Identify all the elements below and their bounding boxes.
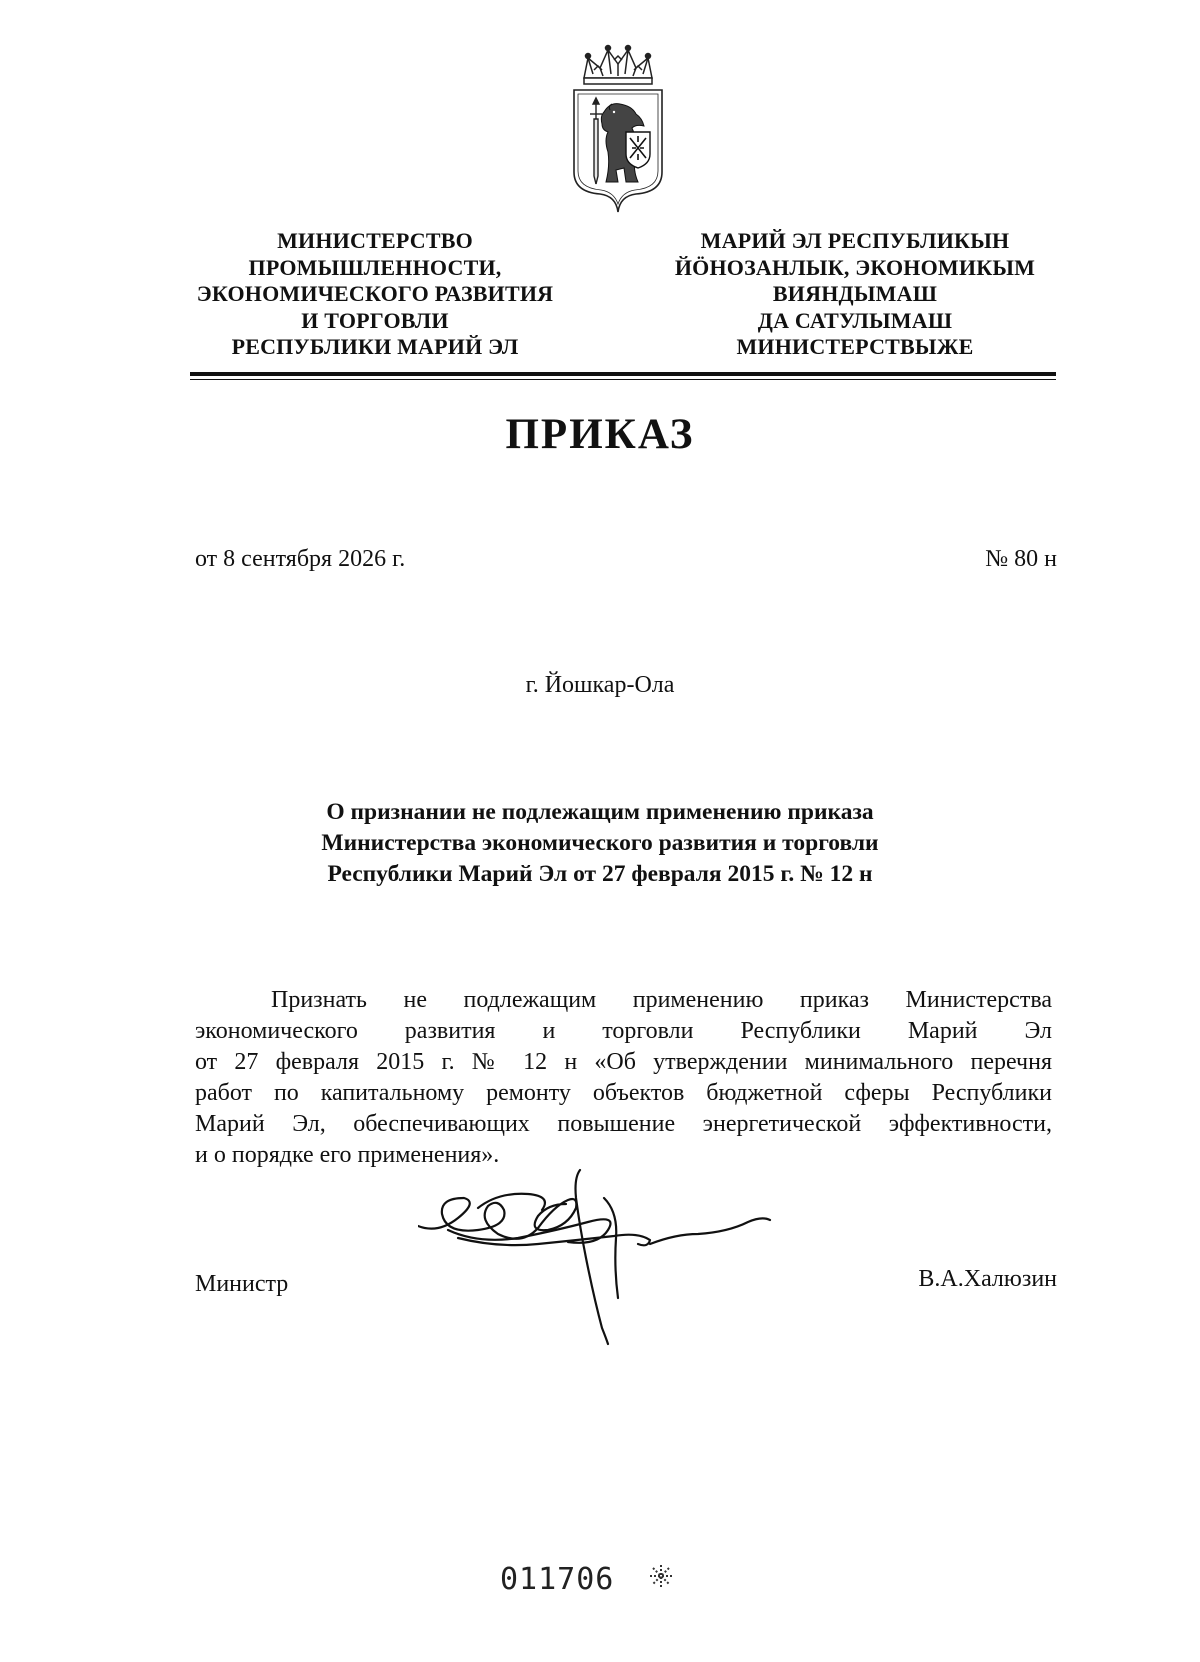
order-subject	[150, 797, 1050, 890]
header-divider-thick	[190, 372, 1056, 376]
subject-line: Республики Марий Эл от 27 февраля 2015 г. № 12 н	[327, 861, 873, 887]
body-line: Признать не подлежащим применению приказ Министерства	[271, 987, 1052, 1013]
ministry-name-line: ДА САТУЛЫМАШ	[757, 307, 953, 333]
ministry-name-line: МИНИСТЕРСТВО	[277, 228, 473, 253]
body-line: работ по капитальному ремонту объектов бюджетной сферы Республики	[195, 1080, 1052, 1106]
handwritten-signature	[418, 1168, 800, 1346]
body-line: экономического развития и торговли Республики Марий Эл	[195, 1018, 1052, 1044]
ministry-name-line: И ТОРГОВЛИ	[301, 307, 449, 333]
document-title: ПРИКАЗ	[505, 411, 695, 458]
coat-of-arms-icon	[566, 44, 670, 216]
ministry-name-line: МИНИСТЕРСТВЫЖЕ	[736, 334, 974, 359]
subject-line: Министерства экономического развития и торговли	[321, 830, 879, 856]
order-body	[195, 985, 1052, 1171]
order-date: от 8 сентября 2026 г.	[195, 546, 406, 572]
asterisk-stamp-icon	[648, 1563, 674, 1589]
document-serial-number: 011706	[500, 1562, 615, 1597]
order-number: № 80 н	[985, 546, 1057, 572]
ministry-name-line: РЕСПУБЛИКИ МАРИЙ ЭЛ	[231, 334, 519, 359]
signer-position: Министр	[195, 1271, 289, 1297]
ministry-name-line: ЙӦНОЗАНЛЫК, ЭКОНОМИКЫМ	[674, 254, 1036, 280]
body-line: и о порядке его применения».	[195, 1142, 500, 1168]
ministry-name-line: ПРОМЫШЛЕННОСТИ,	[248, 254, 502, 280]
subject-line: О признании не подлежащим применению приказа	[326, 799, 874, 825]
signer-name: В.А.Халюзин	[918, 1266, 1057, 1292]
ministry-name-line: ЭКОНОМИЧЕСКОГО РАЗВИТИЯ	[196, 281, 554, 306]
ministry-name-mari	[635, 228, 1075, 361]
body-line: от 27 февраля 2015 г. № 12 н «Об утверждении минимального перечня	[195, 1049, 1052, 1075]
header-divider-thin	[190, 379, 1056, 380]
ministry-name-line: МАРИЙ ЭЛ РЕСПУБЛИКЫН	[700, 228, 1010, 253]
ministry-name-russian	[150, 228, 600, 361]
ministry-name-line: ВИЯНДЫМАШ	[772, 281, 938, 306]
order-city: г. Йошкар-Ола	[525, 672, 675, 698]
body-line: Марий Эл, обеспечивающих повышение энергетической эффективности,	[195, 1111, 1052, 1137]
